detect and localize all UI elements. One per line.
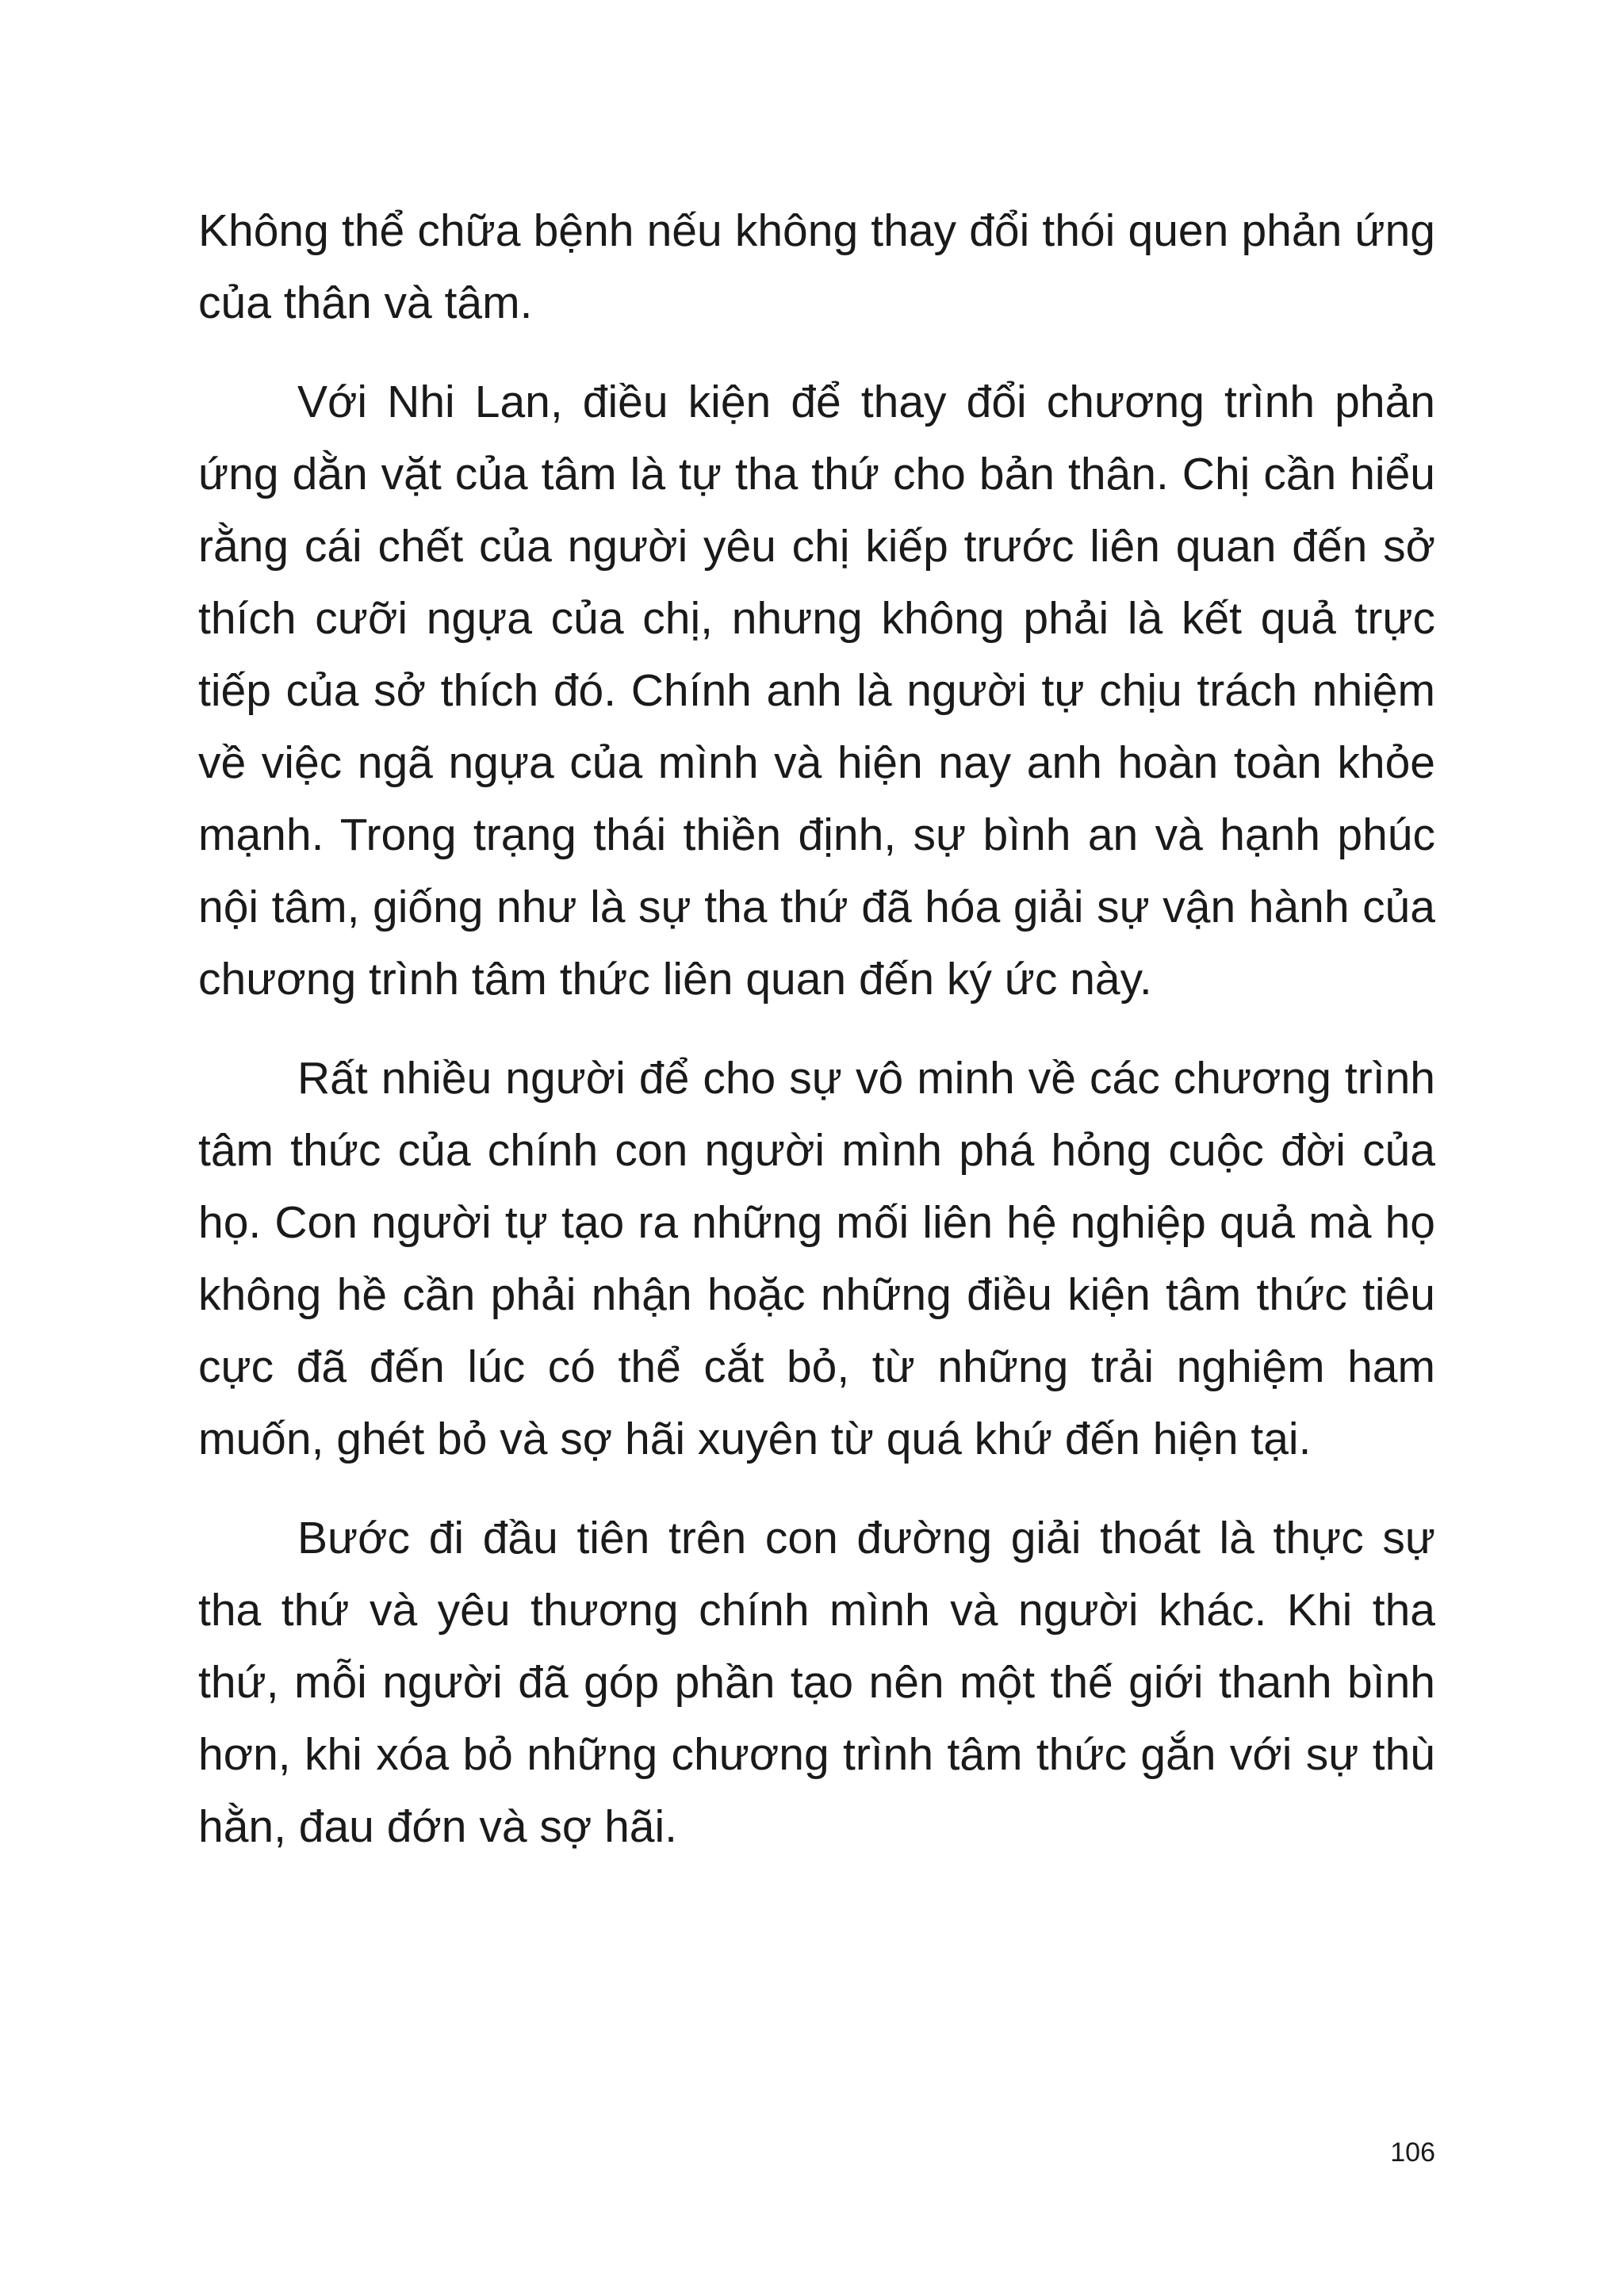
- paragraph-1: Không thể chữa bệnh nếu không thay đổi thói quen phản ứng của thân và tâm.: [198, 205, 1435, 328]
- page-number: 106: [1390, 2137, 1435, 2168]
- paragraph-4: Bước đi đầu tiên trên con đường giải thoát là thực sự tha thứ và yêu thương chính mình và người khác. Khi tha thứ, mỗi người đã góp phần tạo nên một thế giới thanh bình hơn, khi xóa bỏ những chương trình tâm thức gắn với sự thù hằn, đau đớn và sợ hãi.: [198, 1513, 1435, 1852]
- page-body: [198, 195, 1435, 1890]
- paragraph-3: Rất nhiều người để cho sự vô minh về các chương trình tâm thức của chính con người mình phá hỏng cuộc đời của họ. Con người tự tạo ra những mối liên hệ nghiệp quả mà họ không hề cần phải nhận hoặc những điều kiện tâm thức tiêu cực đã đến lúc có thể cắt bỏ, từ những trải nghiệm ham muốn, ghét bỏ và sợ hãi xuyên từ quá khứ đến hiện tại.: [198, 1053, 1435, 1464]
- paragraph-2: Với Nhi Lan, điều kiện để thay đổi chương trình phản ứng dằn vặt của tâm là tự tha thứ cho bản thân. Chị cần hiểu rằng cái chết của người yêu chị kiếp trước liên quan đến sở thích cưỡi ngựa của chị, nhưng không phải là kết quả trực tiếp của sở thích đó. Chính anh là người tự chịu trách nhiệm về việc ngã ngựa của mình và hiện nay anh hoàn toàn khỏe mạnh. Trong trạng thái thiền định, sự bình an và hạnh phúc nội tâm, giống như là sự tha thứ đã hóa giải sự vận hành của chương trình tâm thức liên quan đến ký ức này.: [198, 377, 1435, 1004]
